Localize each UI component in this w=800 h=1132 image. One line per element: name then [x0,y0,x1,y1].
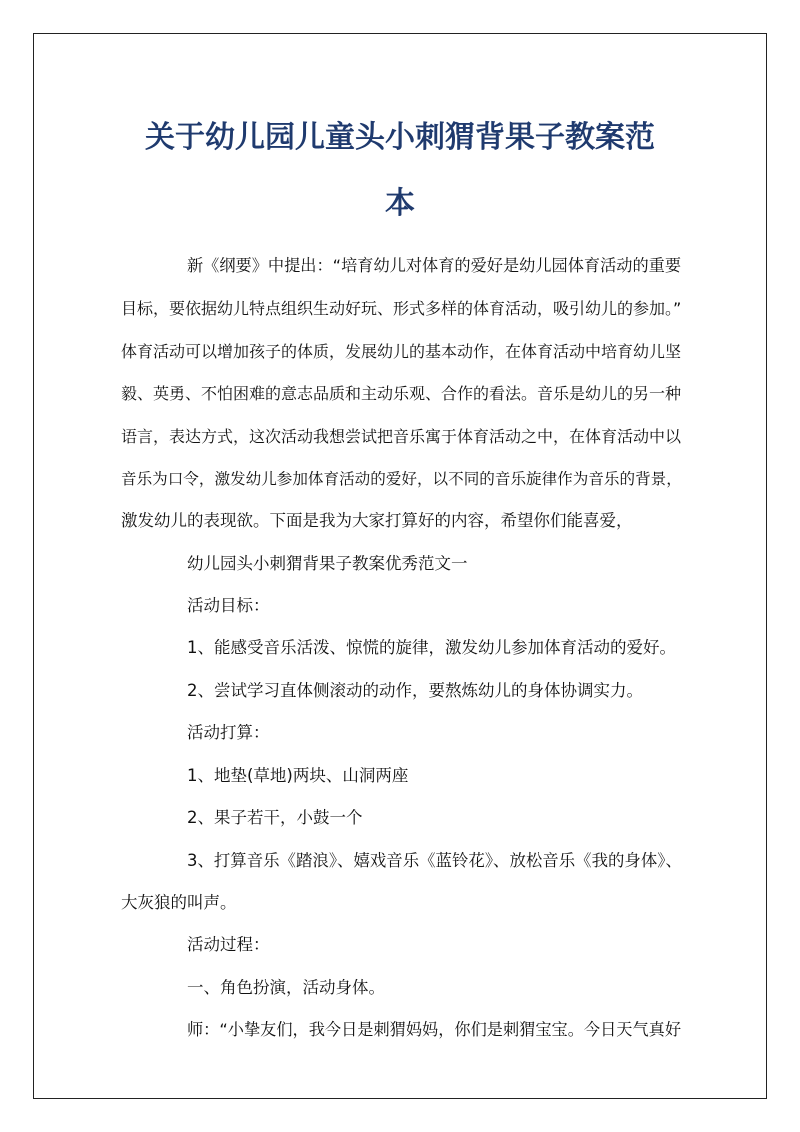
body-line: 体育活动可以增加孩子的体质，发展幼儿的基本动作，在体育活动中培育幼儿坚 [121,342,682,361]
list-item: 1、地垫(草地)两块、山洞两座 [187,766,409,785]
subheading-preparation: 活动打算： [187,723,270,742]
subheading-process: 活动过程： [187,935,270,954]
body-line: 语言，表达方式，这次活动我想尝试把音乐寓于体育活动之中，在体育活动中以 [121,427,682,446]
body-line: 音乐为口令，激发幼儿参加体育活动的爱好，以不同的音乐旋律作为音乐的背景， [121,470,682,488]
body-line: 新《纲要》中提出：“培育幼儿对体育的爱好是幼儿园体育活动的重要 [187,256,682,275]
list-item-continuation: 大灰狼的叫声。 [121,893,237,912]
section-heading: 幼儿园头小刺猬背果子教案优秀范文一 [187,554,468,573]
document-title-line-1: 关于幼儿园儿童头小刺猬背果子教案范 [145,120,655,155]
list-item: 2、果子若干，小鼓一个 [187,808,363,827]
document-title-line-2: 本 [385,186,415,221]
body-line: 师：“小挚友们，我今日是刺猬妈妈，你们是刺猬宝宝。今日天气真好 [187,1020,682,1039]
body-line: 毅、英勇、不怕困难的意志品质和主动乐观、合作的看法。音乐是幼儿的另一种 [121,384,682,403]
body-line: 目标，要依据幼儿特点组织生动好玩、形式多样的体育活动，吸引幼儿的参加。” [121,299,682,318]
body-line: 激发幼儿的表现欲。下面是我为大家打算好的内容，希望你们能喜爱， [121,511,633,530]
list-item: 1、能感受音乐活泼、惊慌的旋律，激发幼儿参加体育活动的爱好。 [187,638,676,657]
list-item: 3、打算音乐《踏浪》、嬉戏音乐《蓝铃花》、放松音乐《我的身体》、 [187,851,682,870]
list-item: 2、尝试学习直体侧滚动的动作，要熬炼幼儿的身体协调实力。 [187,681,643,700]
list-item: 一、角色扮演，活动身体。 [187,978,385,997]
subheading-goals: 活动目标： [187,596,270,615]
